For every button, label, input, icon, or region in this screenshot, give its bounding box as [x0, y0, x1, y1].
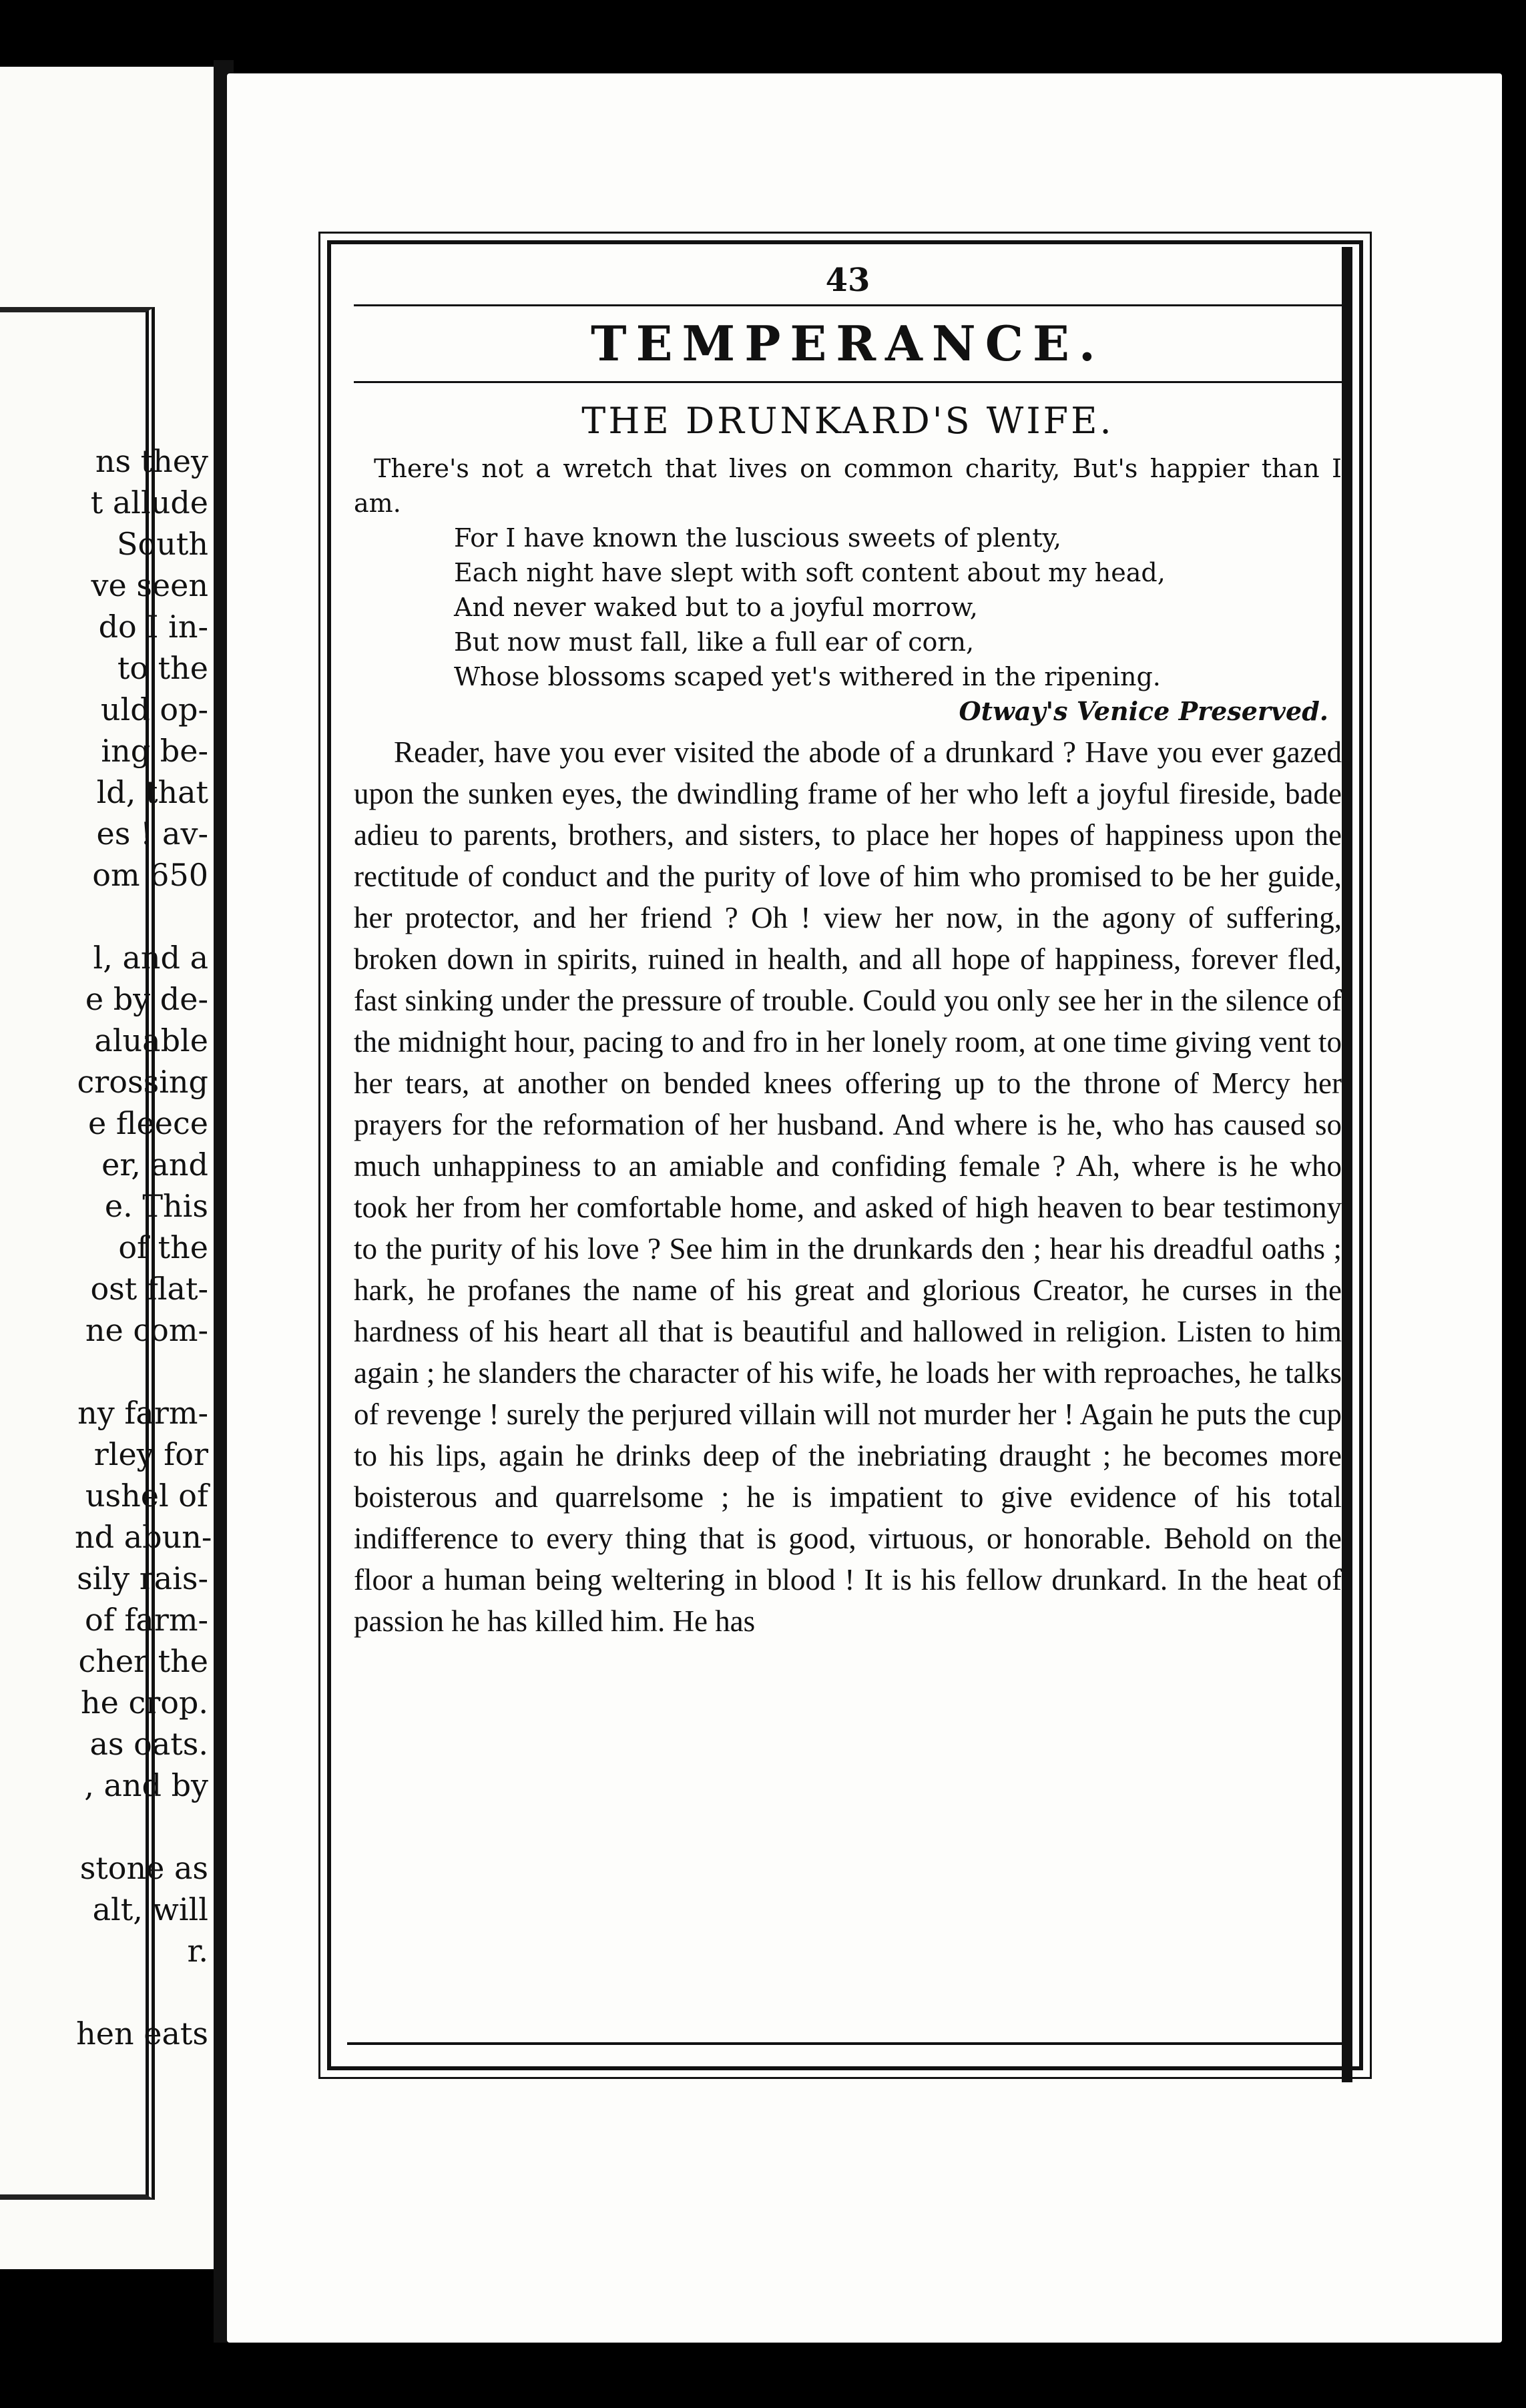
left-line: ve seen [91, 567, 208, 603]
left-line: sily rais- [77, 1560, 208, 1596]
left-page [0, 67, 220, 2269]
left-line: er, and [101, 1147, 208, 1183]
left-line: r. [187, 1933, 208, 1969]
left-line: ost flat- [90, 1271, 208, 1307]
epigraph [354, 451, 1342, 729]
left-line [75, 1351, 208, 1392]
left-line: ny farm- [77, 1395, 208, 1431]
left-line: alt, will [92, 1891, 208, 1927]
left-line: ns they [95, 443, 208, 479]
left-line: e. This [104, 1188, 208, 1224]
left-line: e by de- [85, 981, 208, 1017]
article-body: Reader, have you ever visited the abode of a drunkard ? Have you ever gazed upon the sunken eyes, the dwindling frame of her who left a joyful fireside, bade adieu to parents, brothers, and sisters, to place her hopes of happiness upon the rectitude of conduct and the purity of love of him who promised to be her guide, her protector, and her friend ? Oh ! view her now, in the agony of suffering, broken down in spirits, ruined in health, and all hope of happiness, forever fled, fast sinking under the pressure of trouble. Could you only see her in the silence of the midnight hour, pacing to and fro in her lonely room, at one time giving vent to her tears, at another on bended knees offering up to the throne of Mercy her prayers for the reformation of her husband. And where is he, who has caused so much unhappiness to an amiable and confiding female ? Ah, where is he who took her from her comfortable home, and asked of high heaven to bear testimony to the purity of his love ? See him in the drunkards den ; hear his dreadful oaths ; hark, he profanes the name of his great and glorious Creator, he curses in the hardness of his heart all that is beautiful and hallowed in religion. Listen to him again ; he slanders the character of his wife, he loads her with reproaches, he talks of revenge ! surely the perjured villain will not murder her ! Again he puts the cup to his lips, again he drinks deep of the inebriating draught ; he becomes more boisterous and quarrelsome ; he is impatient to give evidence of his total indifference to every thing that is good, virtuous, or honorable. Behold on the floor a human being weltering in blood ! It is his fellow drunkard. In the heat of passion he has killed him. He has [354, 735, 1342, 1638]
left-line: uld op- [100, 691, 208, 727]
left-line: as oats. [89, 1726, 208, 1762]
left-line: , and by [84, 1767, 208, 1803]
left-line: ushel of [85, 1478, 208, 1514]
epigraph-citation: Otway's Venice Preserved. [959, 696, 1328, 726]
left-line: e fleece [88, 1105, 208, 1141]
section-rule [354, 381, 1342, 383]
left-line [75, 1972, 208, 2013]
left-line [75, 896, 208, 937]
epigraph-verse-line: But now must fall, like a full ear of corn, [454, 627, 975, 657]
left-line: ld, that [96, 774, 208, 810]
left-line: to the [117, 650, 208, 686]
left-line: ne com- [85, 1312, 208, 1348]
left-line: rley for [93, 1436, 208, 1472]
epigraph-verse-line: Each night have slept with soft content about my head, [454, 558, 1166, 587]
frame-shadow [1342, 247, 1352, 2082]
page-number: 43 [825, 262, 870, 299]
left-line: of the [118, 1229, 208, 1265]
page-content [354, 260, 1342, 1642]
footer-rule [347, 2042, 1348, 2045]
left-line: South [117, 526, 208, 562]
epigraph-verse-line: For I have known the luscious sweets of plenty, [454, 523, 1062, 553]
section-heading: TEMPERANCE. [591, 315, 1105, 372]
epigraph-verse-line: And never waked but to a joyful morrow, [454, 593, 978, 622]
epigraph-verse-line: Whose blossoms scaped yet's withered in the ripening. [454, 662, 1161, 691]
left-line: he crop. [81, 1685, 208, 1721]
left-line: ing be- [101, 733, 208, 769]
left-page-column [75, 440, 212, 2054]
left-line: of farm- [85, 1602, 208, 1638]
left-line: cher the [78, 1643, 208, 1679]
left-line: l, and a [93, 940, 208, 976]
left-line: nd abun- [75, 1519, 212, 1555]
article-title: THE DRUNKARD'S WIFE. [581, 400, 1114, 442]
left-line: om 650 [92, 857, 208, 893]
left-line: do I in- [98, 609, 208, 645]
epigraph-lead: There's not a wretch that lives on common charity, But's happier than I am. [354, 454, 1342, 518]
left-line: es ! av- [96, 816, 208, 852]
left-line: crossing [77, 1064, 208, 1100]
left-line [75, 1806, 208, 1847]
header-rule [354, 304, 1342, 306]
left-line: hen eats [76, 2016, 208, 2052]
left-line: t allude [90, 485, 208, 521]
left-line: aluable [94, 1022, 208, 1059]
left-line: stone as [79, 1850, 208, 1886]
